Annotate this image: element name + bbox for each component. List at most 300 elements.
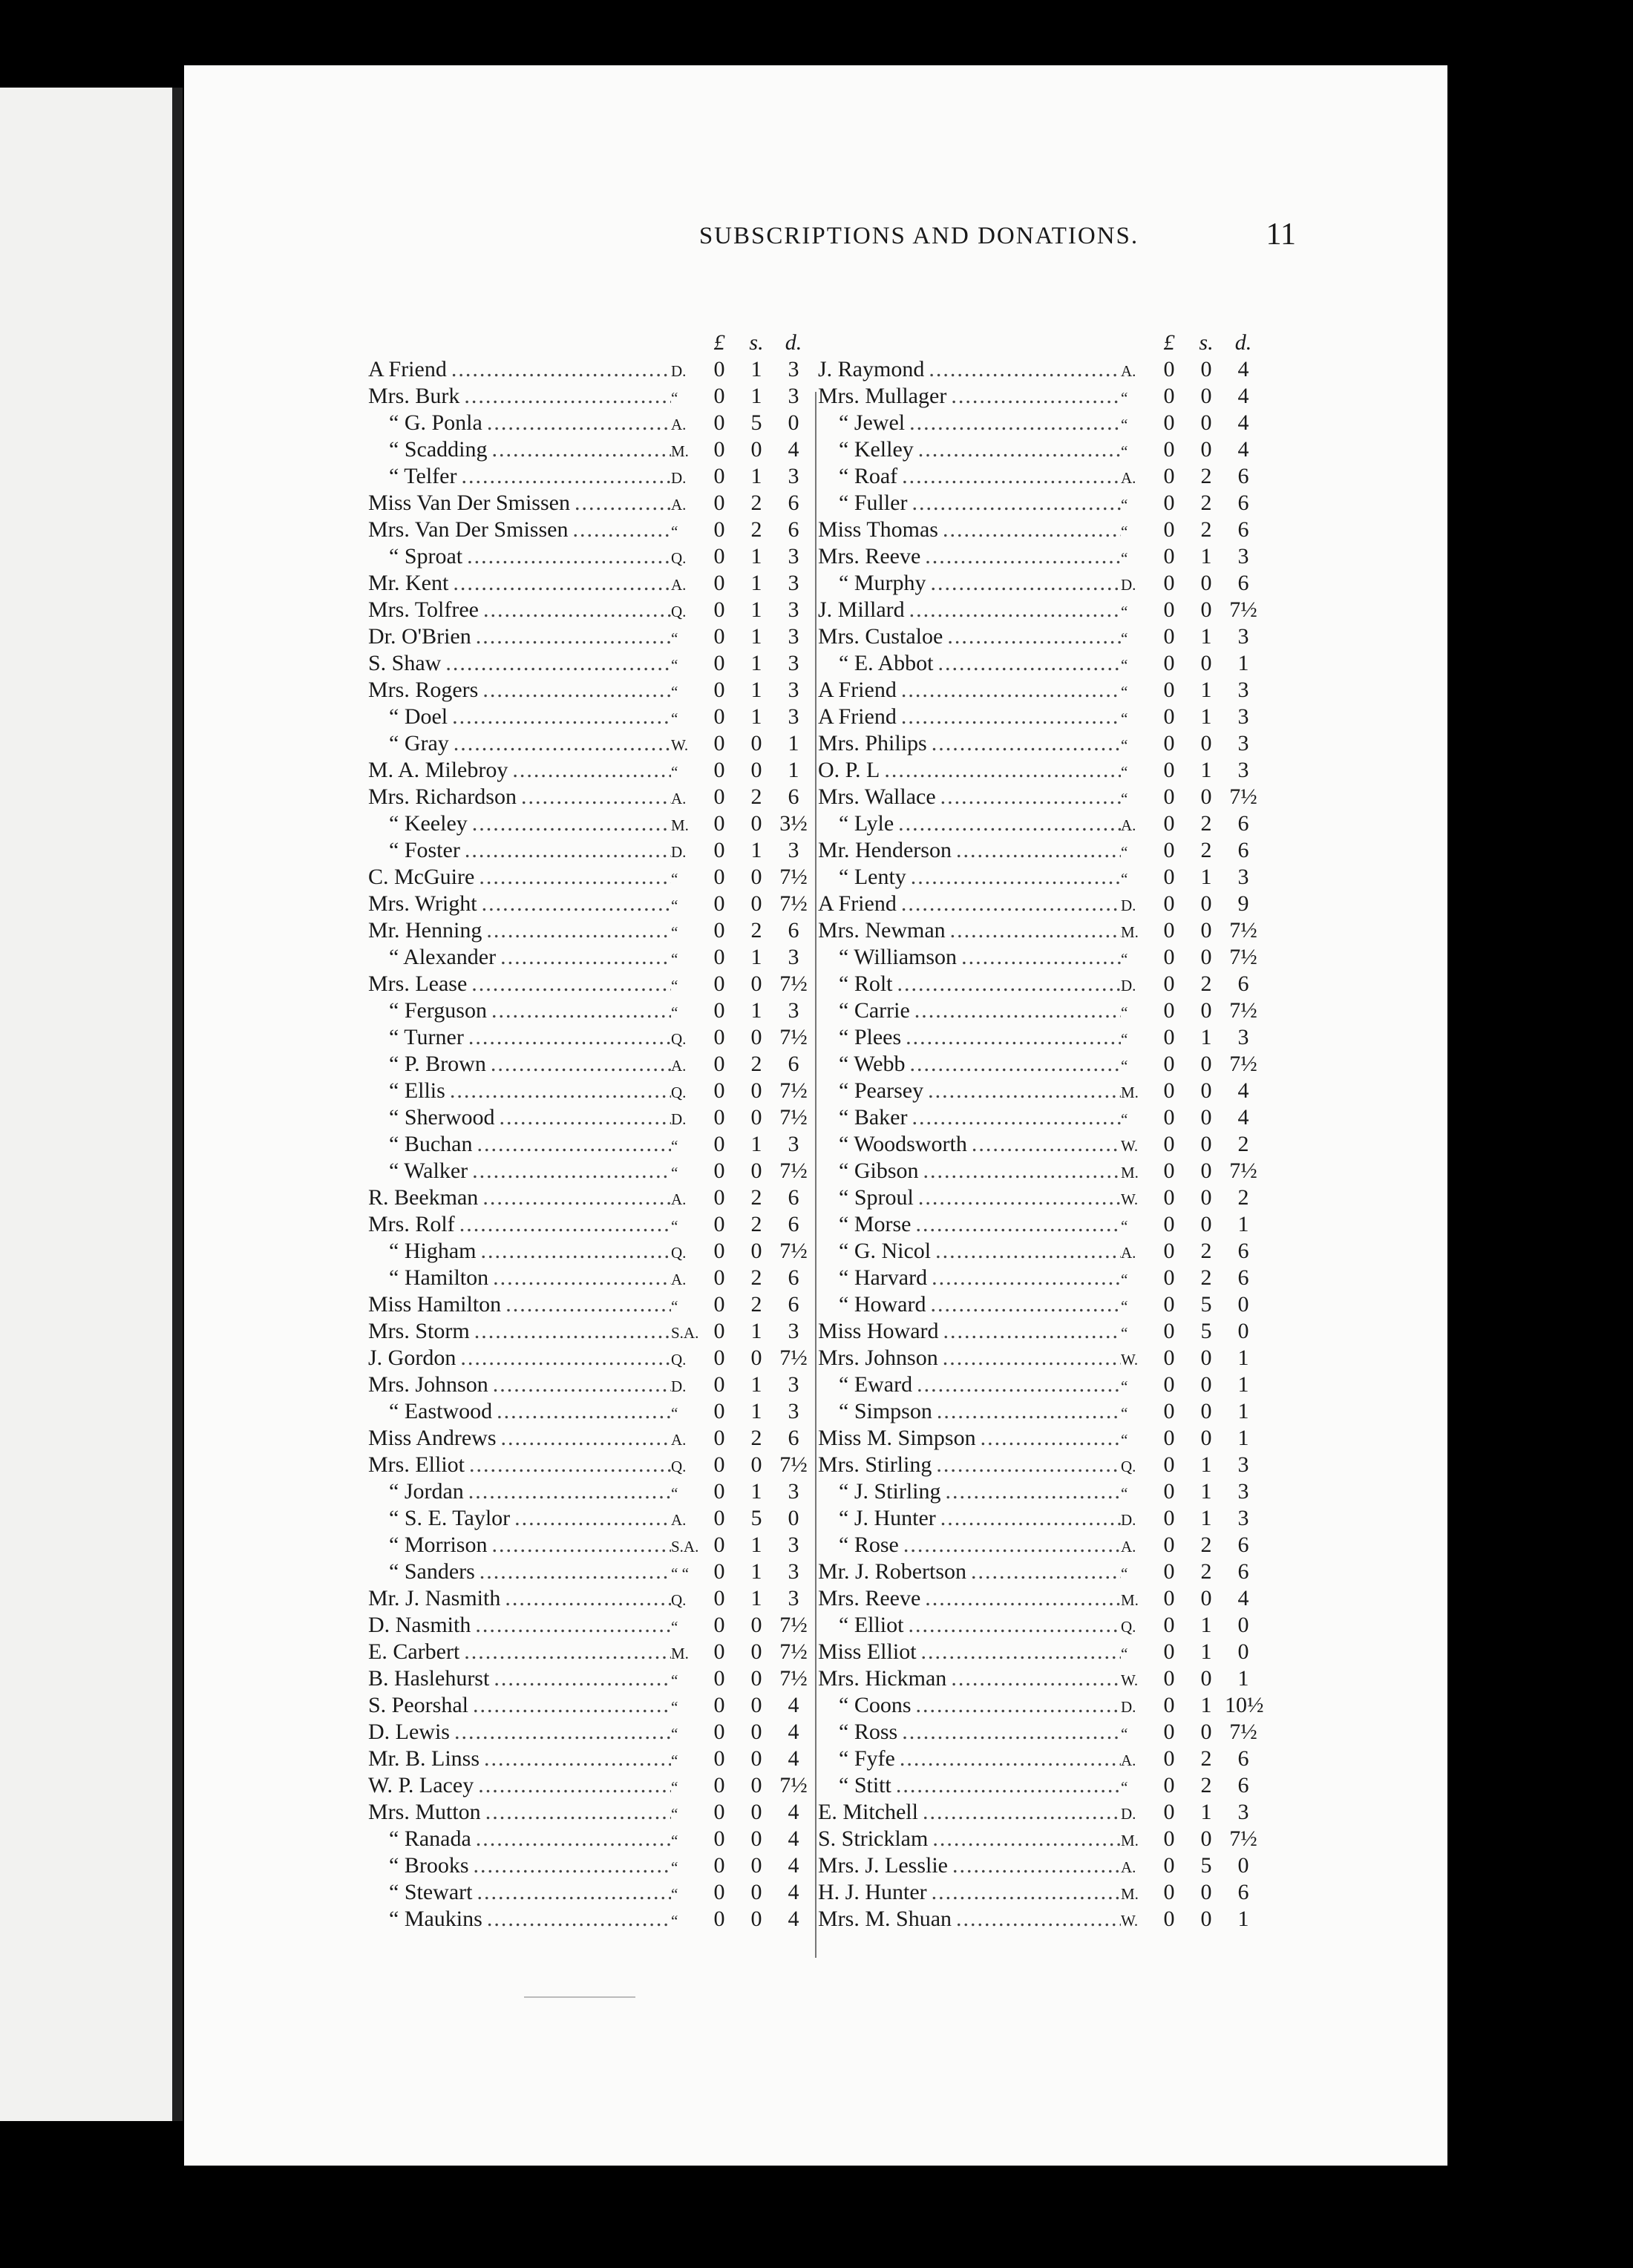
subscriber-name: Mrs. Van Der Smissen <box>368 517 569 542</box>
subscriber-row <box>368 1665 814 1692</box>
dot-leader <box>471 971 671 997</box>
collector-code: “ <box>1121 1645 1128 1662</box>
pence-value: 3 <box>788 1372 799 1397</box>
dot-leader <box>956 837 1121 864</box>
dot-leader <box>961 944 1121 971</box>
shillings-value: 2 <box>1200 464 1212 488</box>
subscriber-name: “ Stitt <box>839 1773 891 1797</box>
pounds-value: 0 <box>1163 758 1175 782</box>
subscriber-name-cell <box>818 1612 1121 1639</box>
dot-leader <box>912 1104 1121 1131</box>
pence-value: 4 <box>1237 357 1249 381</box>
subscriber-name: “ Jordan <box>389 1479 464 1504</box>
pounds-value: 0 <box>713 1559 725 1584</box>
pounds-value: 0 <box>713 1132 725 1156</box>
subscriber-row <box>818 1505 1263 1532</box>
pence-value: 6 <box>1237 1265 1249 1290</box>
pence-value: 3 <box>1237 624 1249 649</box>
subscriber-row <box>368 356 814 383</box>
subscriber-row <box>818 1345 1263 1371</box>
dot-leader <box>947 623 1121 650</box>
shillings-value: 1 <box>750 998 762 1023</box>
subscriber-name-cell <box>368 1639 671 1665</box>
pounds-value: 0 <box>713 544 725 568</box>
shillings-value: 0 <box>1200 1426 1212 1450</box>
subscriber-name: H. J. Hunter <box>818 1880 927 1904</box>
subscriber-name-cell <box>818 677 1121 704</box>
dot-leader <box>482 1184 671 1211</box>
page-number: 11 <box>1266 217 1296 252</box>
subscriber-name: D. Lewis <box>368 1720 450 1744</box>
dot-leader <box>909 597 1121 623</box>
pounds-value: 0 <box>713 1265 725 1290</box>
dot-leader <box>482 891 671 917</box>
subscriber-row <box>368 1238 814 1265</box>
subscriber-name-cell <box>818 810 1121 837</box>
collector-code: M. <box>1121 1164 1139 1181</box>
subscriber-row <box>368 784 814 810</box>
subscriber-row <box>368 1265 814 1291</box>
subscriber-name: Miss Elliot <box>818 1639 917 1664</box>
subscriber-row <box>368 1371 814 1398</box>
pence-value: 4 <box>1237 1586 1249 1610</box>
shillings-value: 0 <box>1200 357 1212 381</box>
shillings-value: 0 <box>750 1452 762 1477</box>
shillings-value: 0 <box>750 1746 762 1771</box>
pounds-value: 0 <box>713 1746 725 1771</box>
subscriber-name: Mrs. J. Lesslie <box>818 1853 948 1878</box>
dot-leader <box>476 623 671 650</box>
pence-value: 3 <box>1237 1800 1249 1824</box>
subscriber-name: “ Roaf <box>839 464 898 488</box>
shillings-value: 1 <box>1200 865 1212 889</box>
subscriber-row <box>368 1452 814 1478</box>
shillings-value: 2 <box>1200 1773 1212 1797</box>
shillings-value: 0 <box>750 1693 762 1717</box>
pounds-value: 0 <box>1163 491 1175 515</box>
subscriber-name-cell <box>818 1051 1121 1078</box>
collector-code: “ <box>671 950 678 968</box>
collector-code: A. <box>671 1057 687 1075</box>
shillings-value: 0 <box>1200 1185 1212 1210</box>
shillings-value: 2 <box>1200 1746 1212 1771</box>
subscriber-name: “ Lenty <box>839 865 906 889</box>
subscriber-name-cell <box>818 1024 1121 1051</box>
collector-code: “ <box>671 1217 678 1235</box>
collector-code: “ <box>1121 629 1128 647</box>
collector-code: “ <box>671 1885 678 1903</box>
subscriber-name: J. Raymond <box>818 357 925 381</box>
shillings-value: 0 <box>1200 1158 1212 1183</box>
dot-leader <box>916 1692 1122 1719</box>
subscriber-row <box>368 1184 814 1211</box>
shillings-value: 1 <box>750 838 762 862</box>
shillings-value: 2 <box>750 1426 762 1450</box>
pence-value: 6 <box>1237 517 1249 542</box>
shillings-value: 5 <box>1200 1292 1212 1317</box>
shillings-value: 1 <box>750 678 762 702</box>
pounds-value: 0 <box>1163 1399 1175 1423</box>
dot-leader <box>454 730 671 757</box>
dot-leader <box>981 1425 1121 1452</box>
pence-value: 1 <box>788 731 799 756</box>
pounds-value: 0 <box>1163 1853 1175 1878</box>
shillings-value: 1 <box>750 1586 762 1610</box>
pence-value: 0 <box>788 1506 799 1530</box>
subscriber-name-cell <box>368 1772 671 1799</box>
collector-code: “ <box>671 1858 678 1876</box>
collector-code: “ <box>671 1698 678 1716</box>
subscriber-name-cell <box>368 1371 671 1398</box>
pounds-value: 0 <box>1163 357 1175 381</box>
shillings-value: 2 <box>750 1052 762 1076</box>
dot-leader <box>505 1585 671 1612</box>
pounds-value: 0 <box>1163 998 1175 1023</box>
pounds-value: 0 <box>713 678 725 702</box>
shillings-value: 1 <box>750 1479 762 1504</box>
pence-value: 6 <box>788 1292 799 1317</box>
dot-leader <box>923 1799 1121 1826</box>
collector-code: D. <box>1121 897 1136 914</box>
shillings-value: 5 <box>1200 1853 1212 1878</box>
shillings-value: 0 <box>750 437 762 462</box>
dot-leader <box>903 1532 1121 1559</box>
subscriber-name: Mrs. Johnson <box>818 1346 938 1370</box>
subscriber-row <box>818 410 1263 436</box>
collector-code: A. <box>671 416 687 433</box>
collector-code: M. <box>1121 923 1139 941</box>
pence-value: 7½ <box>779 971 808 996</box>
pence-value: 3 <box>1237 704 1249 729</box>
dot-leader <box>896 1772 1121 1799</box>
subscriber-name: Dr. O'Brien <box>368 624 471 649</box>
shillings-value: 1 <box>750 1533 762 1557</box>
subscriber-name: “ G. Ponla <box>389 410 482 435</box>
subscriber-name: Mrs. Wallace <box>818 784 936 809</box>
shillings-value: 1 <box>1200 1693 1212 1717</box>
subscriber-row <box>818 597 1263 623</box>
subscriber-name-cell <box>818 1478 1121 1505</box>
shillings-value: 1 <box>750 1319 762 1343</box>
subscriber-name: Mrs. M. Shuan <box>818 1907 952 1931</box>
collector-code: W. <box>1121 1351 1139 1369</box>
subscriber-row <box>818 543 1263 570</box>
collector-code: D. <box>671 469 687 487</box>
pounds-value: 0 <box>713 624 725 649</box>
left-subscription-column <box>368 330 814 1933</box>
subscriber-name: Mrs. Johnson <box>368 1372 488 1397</box>
subscriber-name: “ Foster <box>389 838 460 862</box>
shillings-value: 0 <box>750 971 762 996</box>
dot-leader <box>902 1719 1121 1746</box>
pence-value: 3 <box>788 1479 799 1504</box>
subscriber-name: Mr. B. Linss <box>368 1746 480 1771</box>
subscriber-name-cell <box>368 730 671 757</box>
subscriber-name: “ Doel <box>389 704 448 729</box>
pence-value: 4 <box>788 1720 799 1744</box>
shillings-value: 0 <box>1200 571 1212 595</box>
page-gutter <box>172 88 183 2121</box>
subscriber-name: E. Mitchell <box>818 1800 918 1824</box>
subscriber-name: “ Baker <box>839 1105 908 1130</box>
pounds-value: 0 <box>713 1105 725 1130</box>
collector-code: A. <box>1121 362 1136 380</box>
shillings-value: 0 <box>750 811 762 836</box>
subscriber-name: R. Beekman <box>368 1185 479 1210</box>
subscriber-name: Mrs. Mullager <box>818 384 947 408</box>
subscriber-name: “ Sanders <box>389 1559 475 1584</box>
subscriber-name-cell <box>818 730 1121 757</box>
pounds-value: 0 <box>713 1025 725 1049</box>
pence-value: 1 <box>1237 1212 1249 1236</box>
dot-leader <box>494 1665 671 1692</box>
subscriber-name-cell <box>368 1158 671 1184</box>
dot-leader <box>472 1158 671 1184</box>
pounds-value: 0 <box>1163 704 1175 729</box>
pence-value: 6 <box>1237 838 1249 862</box>
shillings-value: 0 <box>750 1239 762 1263</box>
subscriber-row <box>818 1692 1263 1719</box>
subscriber-name: “ Lyle <box>839 811 894 836</box>
shillings-value: 0 <box>750 1800 762 1824</box>
pence-value: 3 <box>788 1586 799 1610</box>
subscriber-row <box>818 1799 1263 1826</box>
pounds-value: 0 <box>1163 1132 1175 1156</box>
shillings-value: 0 <box>750 731 762 756</box>
subscriber-name-cell <box>818 837 1121 864</box>
subscriber-name-cell <box>368 597 671 623</box>
subscriber-row <box>818 383 1263 410</box>
subscriber-row <box>818 997 1263 1024</box>
subscriber-name-cell <box>818 1585 1121 1612</box>
subscriber-row <box>818 784 1263 810</box>
collector-code: “ <box>671 1778 678 1796</box>
collector-code: Q. <box>1121 1618 1136 1636</box>
pounds-value: 0 <box>1163 1372 1175 1397</box>
pounds-value: 0 <box>1163 811 1175 836</box>
subscriber-name-cell <box>818 917 1121 944</box>
subscriber-name-cell <box>368 650 671 677</box>
shillings-value: 0 <box>750 1346 762 1370</box>
pounds-value: 0 <box>1163 464 1175 488</box>
collector-code: “ <box>671 923 678 941</box>
pounds-value: 0 <box>1163 1880 1175 1904</box>
pence-value: 1 <box>1237 1372 1249 1397</box>
collector-code: “ <box>671 1912 678 1930</box>
subscriber-row <box>818 1559 1263 1585</box>
pence-value: 6 <box>1237 464 1249 488</box>
shillings-value: 2 <box>750 1292 762 1317</box>
shillings-value: 0 <box>1200 1105 1212 1130</box>
dot-leader <box>452 704 671 730</box>
subscriber-name-cell <box>368 517 671 543</box>
collector-code: W. <box>1121 1190 1139 1208</box>
subscriber-name-cell <box>818 704 1121 730</box>
shillings-value: 1 <box>1200 1639 1212 1664</box>
subscriber-name-cell <box>368 1345 671 1371</box>
pounds-value: 0 <box>1163 544 1175 568</box>
subscriber-name-cell <box>368 623 671 650</box>
shillings-value: 1 <box>750 1559 762 1584</box>
subscriber-name-cell <box>368 1585 671 1612</box>
subscriber-name-cell <box>368 1425 671 1452</box>
pence-value: 3 <box>788 998 799 1023</box>
subscriber-row <box>368 944 814 971</box>
pence-value: 3 <box>1237 1025 1249 1049</box>
subscriber-name: M. A. Milebroy <box>368 758 508 782</box>
pounds-value: 0 <box>1163 1800 1175 1824</box>
pounds-value: 0 <box>713 597 725 622</box>
pence-value: 3 <box>1237 678 1249 702</box>
shillings-value: 1 <box>1200 624 1212 649</box>
subscriber-name: “ Harvard <box>839 1265 928 1290</box>
pounds-value: 0 <box>713 704 725 729</box>
dot-leader <box>460 1345 671 1371</box>
pence-value: 7½ <box>1229 1826 1257 1851</box>
subscriber-row <box>818 1826 1263 1852</box>
pounds-value: 0 <box>1163 517 1175 542</box>
collector-code: “ <box>671 1404 678 1422</box>
shillings-value: 2 <box>1200 1239 1212 1263</box>
collector-code: “ <box>671 1484 678 1502</box>
collector-code: “ <box>1121 736 1128 754</box>
shillings-value: 0 <box>1200 384 1212 408</box>
subscriber-row <box>368 891 814 917</box>
pounds-value: 0 <box>1163 1506 1175 1530</box>
shillings-value: 1 <box>1200 1800 1212 1824</box>
subscriber-name-cell <box>818 490 1121 517</box>
dot-leader <box>474 1852 672 1879</box>
pence-value: 4 <box>1237 437 1249 462</box>
pence-value: 3 <box>1237 1479 1249 1504</box>
collector-code: “ <box>671 1832 678 1849</box>
subscriber-row <box>368 917 814 944</box>
pence-value: 6 <box>788 1265 799 1290</box>
pence-value: 7½ <box>779 1025 808 1049</box>
collector-code: “ <box>1121 1110 1128 1128</box>
collector-code: “ <box>1121 603 1128 620</box>
pounds-value: 0 <box>1163 1826 1175 1851</box>
collector-code: “ <box>1121 549 1128 567</box>
pence-value: 4 <box>788 1800 799 1824</box>
shillings-value: 2 <box>1200 838 1212 862</box>
subscriber-name: “ Telfer <box>389 464 457 488</box>
subscriber-name-cell <box>368 1131 671 1158</box>
dot-leader <box>952 1852 1121 1879</box>
pounds-value: 0 <box>1163 1212 1175 1236</box>
pounds-value: 0 <box>1163 1185 1175 1210</box>
pounds-value: 0 <box>1163 1239 1175 1263</box>
subscriber-name: “ Keeley <box>389 811 468 836</box>
subscriber-name: “ Pearsey <box>839 1078 924 1103</box>
subscriber-name-cell <box>818 1318 1121 1345</box>
pounds-value: 0 <box>1163 945 1175 969</box>
subscriber-row <box>818 1238 1263 1265</box>
pence-value: 0 <box>788 410 799 435</box>
dot-leader <box>512 757 671 784</box>
shillings-value: 5 <box>750 410 762 435</box>
shillings-value: 0 <box>1200 1078 1212 1103</box>
pence-value: 3 <box>788 1132 799 1156</box>
pence-value: 6 <box>788 491 799 515</box>
pence-header: d. <box>785 330 802 355</box>
subscriber-name-cell <box>368 1906 671 1933</box>
dot-leader <box>938 650 1122 677</box>
subscriber-row <box>818 1719 1263 1746</box>
subscriber-row <box>368 1879 814 1906</box>
collector-code: “ <box>671 1725 678 1743</box>
subscriber-name: “ Eastwood <box>389 1399 493 1423</box>
subscriber-name: J. Gordon <box>368 1346 456 1370</box>
subscriber-row <box>368 1398 814 1425</box>
shillings-header: s. <box>749 330 764 355</box>
collector-code: “ <box>1121 1217 1128 1235</box>
pounds-value: 0 <box>1163 1265 1175 1290</box>
collector-code: A. <box>671 1271 687 1288</box>
subscriber-row <box>818 1665 1263 1692</box>
pounds-value: 0 <box>1163 678 1175 702</box>
pence-value: 3½ <box>779 811 808 836</box>
subscriber-name-cell <box>818 463 1121 490</box>
subscriber-row <box>368 1024 814 1051</box>
dot-leader <box>464 383 671 410</box>
column-header <box>818 330 1263 356</box>
subscriber-row <box>818 570 1263 597</box>
collector-code: D. <box>1121 1698 1136 1716</box>
shillings-value: 0 <box>750 1025 762 1049</box>
pence-value: 7½ <box>779 1773 808 1797</box>
subscriber-row <box>818 1291 1263 1318</box>
subscriber-name: “ Buchan <box>389 1132 473 1156</box>
subscriber-name: “ Ferguson <box>389 998 487 1023</box>
subscriber-name: Miss M. Simpson <box>818 1426 976 1450</box>
subscriber-name-cell <box>818 436 1121 463</box>
dot-leader <box>493 1265 671 1291</box>
collector-code: “ <box>671 656 678 674</box>
dot-leader <box>461 463 671 490</box>
collector-code: “ <box>1121 1030 1128 1048</box>
pence-value: 0 <box>1237 1853 1249 1878</box>
pence-value: 7½ <box>779 1158 808 1183</box>
subscriber-name: Mrs. Lease <box>368 971 468 996</box>
subscriber-name: Mr. J. Nasmith <box>368 1586 501 1610</box>
subscriber-row <box>368 1478 814 1505</box>
dot-leader <box>475 1612 671 1639</box>
shillings-value: 1 <box>1200 1479 1212 1504</box>
shillings-value: 1 <box>1200 678 1212 702</box>
dot-leader <box>943 1345 1121 1371</box>
subscriber-row <box>368 1131 814 1158</box>
pounds-value: 0 <box>1163 1292 1175 1317</box>
subscriber-name: “ Gray <box>389 731 449 756</box>
subscriber-row <box>818 837 1263 864</box>
dot-leader <box>917 1371 1121 1398</box>
collector-code: A. <box>671 1431 687 1449</box>
subscriber-name-cell <box>818 1211 1121 1238</box>
subscriber-name: Miss Van Der Smissen <box>368 491 570 515</box>
collector-code: A. <box>1121 1538 1136 1556</box>
collector-code: “ <box>1121 442 1128 460</box>
shillings-value: 0 <box>1200 1346 1212 1370</box>
subscriber-row <box>818 1265 1263 1291</box>
pounds-value: 0 <box>1163 918 1175 943</box>
collector-code: S.A. <box>671 1538 699 1556</box>
subscriber-row <box>368 650 814 677</box>
dot-leader <box>932 1879 1121 1906</box>
subscriber-row <box>818 463 1263 490</box>
collector-code: “ <box>671 1137 678 1155</box>
subscriber-name: A Friend <box>818 891 897 916</box>
